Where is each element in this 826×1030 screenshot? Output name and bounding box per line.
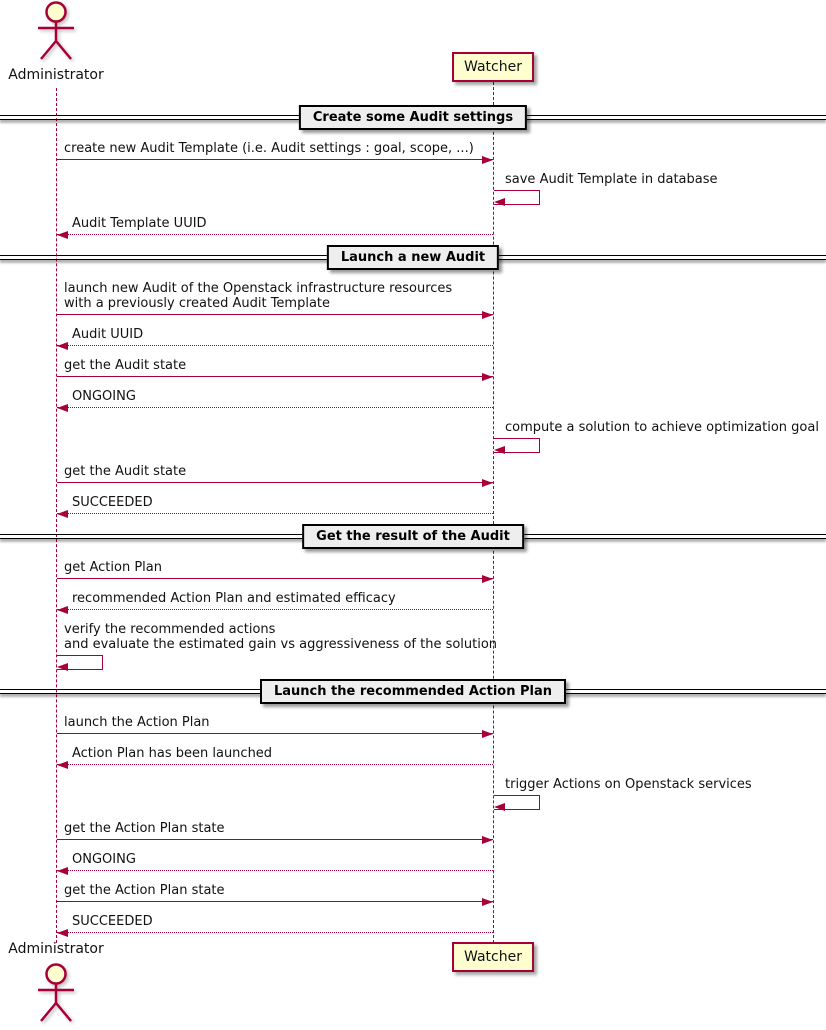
message-line — [57, 578, 493, 579]
message-label: Action Plan has been launched — [72, 746, 273, 761]
message-line — [57, 870, 493, 871]
message-line — [57, 764, 493, 765]
arrowhead-right-icon — [482, 575, 493, 583]
message-line — [57, 932, 493, 933]
arrowhead-left-icon — [494, 803, 505, 811]
arrowhead-left-icon — [57, 510, 68, 518]
self-message-label: save Audit Template in database — [505, 172, 718, 187]
message-label: launch the Action Plan — [64, 715, 210, 730]
arrowhead-right-icon — [482, 730, 493, 738]
participant-label-administrator: Administrator — [8, 941, 104, 957]
message-label: ONGOING — [72, 852, 136, 867]
divider-label: Launch a new Audit — [327, 245, 499, 270]
message-label: get Action Plan — [64, 560, 162, 575]
message-line — [57, 901, 493, 902]
arrowhead-right-icon — [482, 373, 493, 381]
message-label: recommended Action Plan and estimated efficacy — [72, 591, 396, 606]
actor-icon — [28, 959, 84, 1027]
self-message-label: trigger Actions on Openstack services — [505, 777, 752, 792]
self-message-label: compute a solution to achieve optimization goal — [505, 420, 819, 435]
divider-label: Launch the recommended Action Plan — [260, 679, 566, 704]
arrowhead-right-icon — [482, 898, 493, 906]
message-line — [57, 314, 493, 315]
message-label: get the Action Plan state — [64, 821, 225, 836]
arrowhead-left-icon — [57, 663, 68, 671]
divider-label: Create some Audit settings — [299, 105, 527, 130]
arrowhead-right-icon — [482, 156, 493, 164]
message-line — [57, 609, 493, 610]
message-line — [57, 513, 493, 514]
message-label: Audit Template UUID — [72, 216, 207, 231]
self-message-label: and evaluate the estimated gain vs aggressiveness of the solution — [64, 637, 498, 652]
message-line — [57, 733, 493, 734]
arrowhead-left-icon — [494, 446, 505, 454]
message-label: SUCCEEDED — [72, 495, 153, 510]
arrowhead-left-icon — [57, 342, 68, 350]
participant-watcher-bottom: Watcher — [452, 942, 534, 972]
message-label: Audit UUID — [72, 327, 144, 342]
arrowhead-left-icon — [57, 761, 68, 769]
message-line — [57, 839, 493, 840]
divider-label: Get the result of the Audit — [302, 524, 524, 549]
participant-watcher-top: Watcher — [452, 52, 534, 82]
message-label: with a previously created Audit Template — [64, 296, 331, 311]
arrowhead-right-icon — [482, 836, 493, 844]
message-label: get the Audit state — [64, 358, 187, 373]
message-label: create new Audit Template (i.e. Audit settings : goal, scope, ...) — [64, 141, 474, 156]
message-line — [57, 482, 493, 483]
message-label: get the Action Plan state — [64, 883, 225, 898]
arrowhead-right-icon — [482, 479, 493, 487]
self-message-label: verify the recommended actions — [64, 622, 276, 637]
participant-label-administrator: Administrator — [8, 67, 104, 83]
message-line — [57, 234, 493, 235]
arrowhead-left-icon — [57, 404, 68, 412]
arrowhead-right-icon — [482, 311, 493, 319]
message-label: SUCCEEDED — [72, 914, 153, 929]
message-label: launch new Audit of the Openstack infrastructure resources — [64, 281, 453, 296]
arrowhead-left-icon — [57, 606, 68, 614]
arrowhead-left-icon — [494, 198, 505, 206]
message-label: get the Audit state — [64, 464, 187, 479]
message-line — [57, 159, 493, 160]
message-label: ONGOING — [72, 389, 136, 404]
message-line — [57, 345, 493, 346]
message-line — [57, 407, 493, 408]
arrowhead-left-icon — [57, 929, 68, 937]
arrowhead-left-icon — [57, 231, 68, 239]
message-line — [57, 376, 493, 377]
arrowhead-left-icon — [57, 867, 68, 875]
